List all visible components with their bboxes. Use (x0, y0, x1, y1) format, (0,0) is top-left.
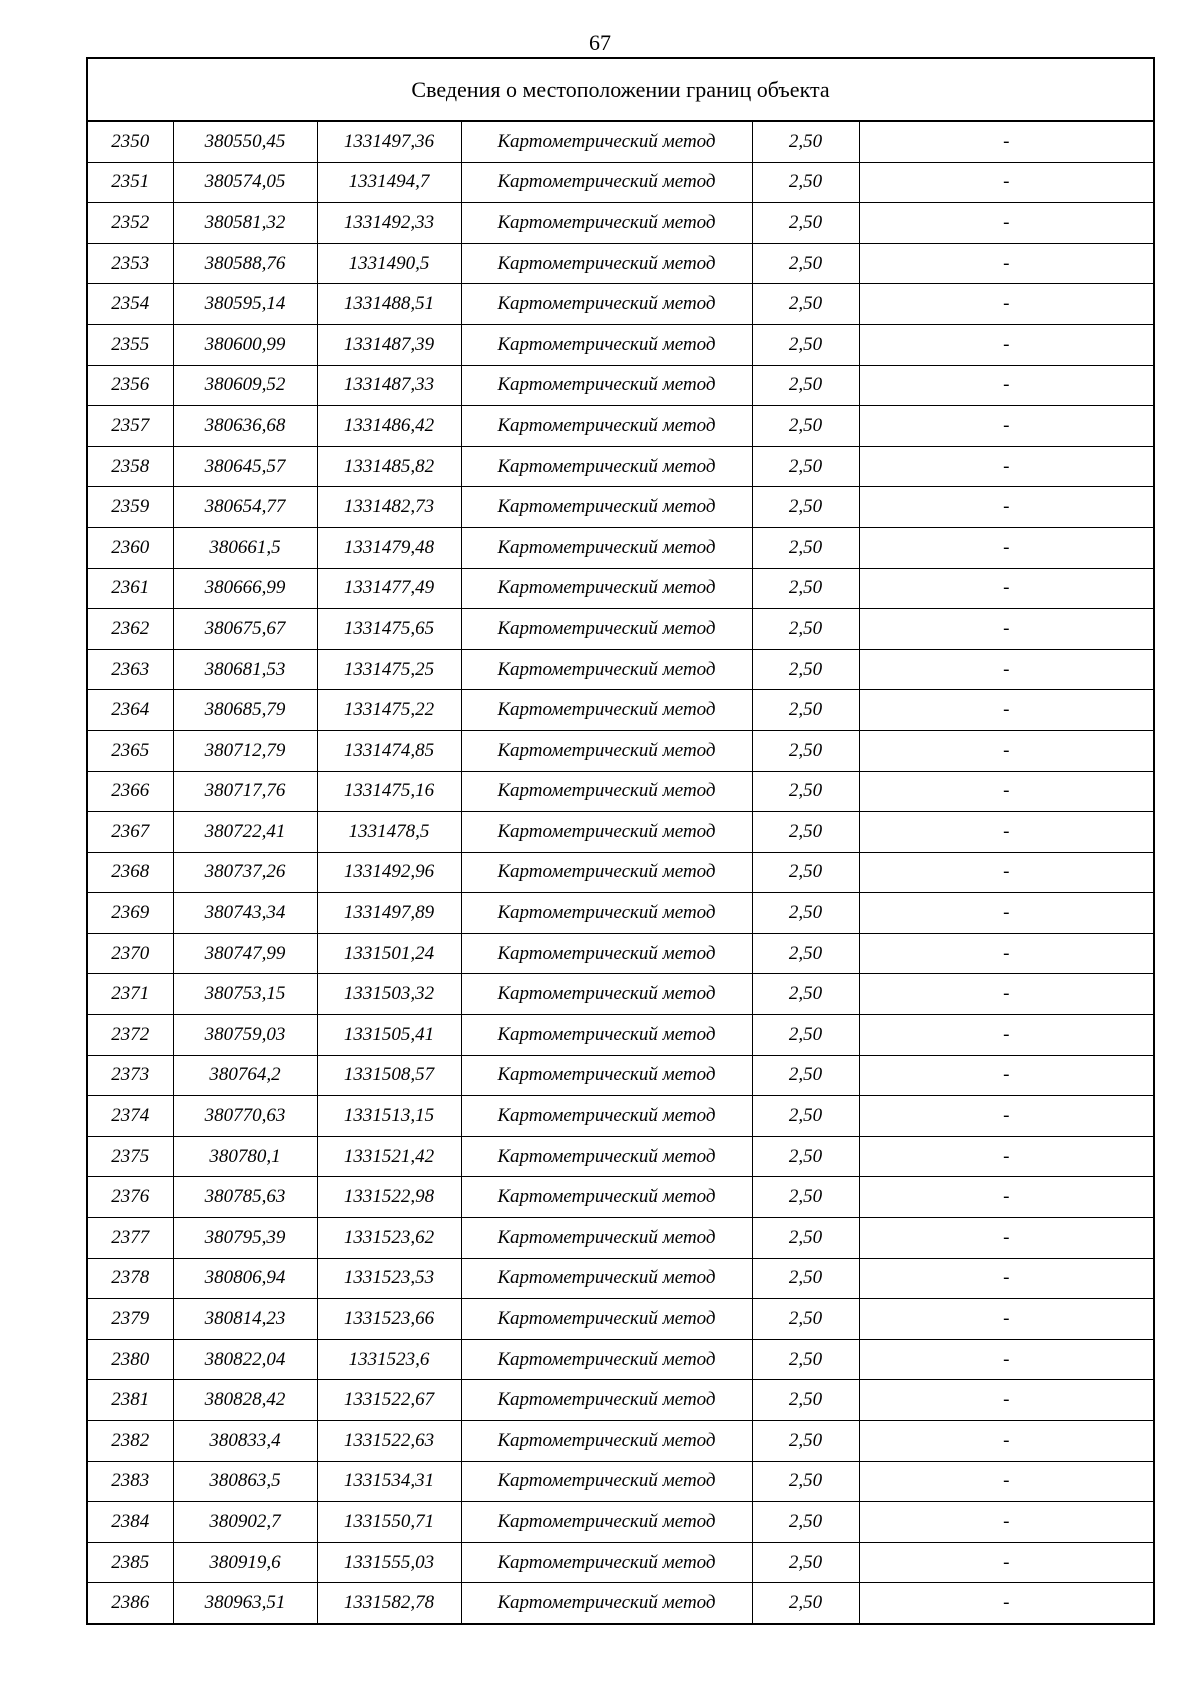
description-cell: - (859, 284, 1154, 325)
description-cell: - (859, 974, 1154, 1015)
table-row (87, 1583, 1154, 1624)
accuracy-cell: 2,50 (752, 1218, 859, 1259)
method-cell: Картометрический метод (461, 1583, 752, 1624)
point-number-cell: 2363 (87, 649, 173, 690)
description-cell: - (859, 324, 1154, 365)
point-number-cell: 2364 (87, 690, 173, 731)
description-cell: - (859, 933, 1154, 974)
description-cell: - (859, 487, 1154, 528)
description-cell: - (859, 1583, 1154, 1624)
y-coordinate-cell: 1331505,41 (317, 1015, 461, 1056)
description-cell: - (859, 730, 1154, 771)
table-row (87, 324, 1154, 365)
description-cell: - (859, 893, 1154, 934)
description-cell: - (859, 1542, 1154, 1583)
table-row (87, 609, 1154, 650)
method-cell: Картометрический метод (461, 609, 752, 650)
accuracy-cell: 2,50 (752, 1299, 859, 1340)
method-cell: Картометрический метод (461, 1258, 752, 1299)
y-coordinate-cell: 1331513,15 (317, 1096, 461, 1137)
boundary-coordinates-table (86, 57, 1155, 1625)
x-coordinate-cell: 380645,57 (173, 446, 317, 487)
point-number-cell: 2373 (87, 1055, 173, 1096)
method-cell: Картометрический метод (461, 527, 752, 568)
point-number-cell: 2351 (87, 162, 173, 203)
description-cell: - (859, 690, 1154, 731)
table-row (87, 933, 1154, 974)
method-cell: Картометрический метод (461, 1055, 752, 1096)
x-coordinate-cell: 380828,42 (173, 1380, 317, 1421)
accuracy-cell: 2,50 (752, 203, 859, 244)
accuracy-cell: 2,50 (752, 162, 859, 203)
accuracy-cell: 2,50 (752, 1015, 859, 1056)
x-coordinate-cell: 380753,15 (173, 974, 317, 1015)
table-row (87, 243, 1154, 284)
method-cell: Картометрический метод (461, 1015, 752, 1056)
table-row (87, 1502, 1154, 1543)
table-row (87, 1542, 1154, 1583)
method-cell: Картометрический метод (461, 893, 752, 934)
point-number-cell: 2358 (87, 446, 173, 487)
method-cell: Картометрический метод (461, 203, 752, 244)
accuracy-cell: 2,50 (752, 1177, 859, 1218)
method-cell: Картометрический метод (461, 284, 752, 325)
point-number-cell: 2385 (87, 1542, 173, 1583)
table-row (87, 162, 1154, 203)
accuracy-cell: 2,50 (752, 1096, 859, 1137)
y-coordinate-cell: 1331492,96 (317, 852, 461, 893)
x-coordinate-cell: 380722,41 (173, 812, 317, 853)
x-coordinate-cell: 380600,99 (173, 324, 317, 365)
accuracy-cell: 2,50 (752, 324, 859, 365)
x-coordinate-cell: 380814,23 (173, 1299, 317, 1340)
accuracy-cell: 2,50 (752, 1136, 859, 1177)
point-number-cell: 2356 (87, 365, 173, 406)
y-coordinate-cell: 1331482,73 (317, 487, 461, 528)
accuracy-cell: 2,50 (752, 974, 859, 1015)
x-coordinate-cell: 380806,94 (173, 1258, 317, 1299)
accuracy-cell: 2,50 (752, 812, 859, 853)
x-coordinate-cell: 380785,63 (173, 1177, 317, 1218)
accuracy-cell: 2,50 (752, 527, 859, 568)
table-row (87, 1136, 1154, 1177)
method-cell: Картометрический метод (461, 1218, 752, 1259)
table-row (87, 365, 1154, 406)
x-coordinate-cell: 380764,2 (173, 1055, 317, 1096)
description-cell: - (859, 1096, 1154, 1137)
point-number-cell: 2350 (87, 121, 173, 162)
method-cell: Картометрический метод (461, 162, 752, 203)
x-coordinate-cell: 380902,7 (173, 1502, 317, 1543)
method-cell: Картометрический метод (461, 1177, 752, 1218)
y-coordinate-cell: 1331521,42 (317, 1136, 461, 1177)
method-cell: Картометрический метод (461, 730, 752, 771)
description-cell: - (859, 243, 1154, 284)
accuracy-cell: 2,50 (752, 1583, 859, 1624)
x-coordinate-cell: 380661,5 (173, 527, 317, 568)
y-coordinate-cell: 1331522,67 (317, 1380, 461, 1421)
description-cell: - (859, 365, 1154, 406)
table-row (87, 527, 1154, 568)
y-coordinate-cell: 1331523,66 (317, 1299, 461, 1340)
point-number-cell: 2382 (87, 1421, 173, 1462)
description-cell: - (859, 609, 1154, 650)
y-coordinate-cell: 1331475,65 (317, 609, 461, 650)
page-number: 67 (589, 30, 611, 55)
table-row (87, 1177, 1154, 1218)
method-cell: Картометрический метод (461, 406, 752, 447)
x-coordinate-cell: 380675,67 (173, 609, 317, 650)
accuracy-cell: 2,50 (752, 1258, 859, 1299)
y-coordinate-cell: 1331485,82 (317, 446, 461, 487)
method-cell: Картометрический метод (461, 1502, 752, 1543)
table-row (87, 487, 1154, 528)
x-coordinate-cell: 380863,5 (173, 1461, 317, 1502)
x-coordinate-cell: 380574,05 (173, 162, 317, 203)
point-number-cell: 2352 (87, 203, 173, 244)
accuracy-cell: 2,50 (752, 1380, 859, 1421)
table-row (87, 1299, 1154, 1340)
point-number-cell: 2353 (87, 243, 173, 284)
accuracy-cell: 2,50 (752, 852, 859, 893)
y-coordinate-cell: 1331494,7 (317, 162, 461, 203)
table-row (87, 1258, 1154, 1299)
y-coordinate-cell: 1331477,49 (317, 568, 461, 609)
accuracy-cell: 2,50 (752, 1461, 859, 1502)
point-number-cell: 2386 (87, 1583, 173, 1624)
description-cell: - (859, 203, 1154, 244)
point-number-cell: 2375 (87, 1136, 173, 1177)
table-row (87, 690, 1154, 731)
method-cell: Картометрический метод (461, 121, 752, 162)
x-coordinate-cell: 380833,4 (173, 1421, 317, 1462)
description-cell: - (859, 1502, 1154, 1543)
y-coordinate-cell: 1331490,5 (317, 243, 461, 284)
description-cell: - (859, 1339, 1154, 1380)
description-cell: - (859, 568, 1154, 609)
method-cell: Картометрический метод (461, 1136, 752, 1177)
accuracy-cell: 2,50 (752, 609, 859, 650)
x-coordinate-cell: 380581,32 (173, 203, 317, 244)
y-coordinate-cell: 1331486,42 (317, 406, 461, 447)
accuracy-cell: 2,50 (752, 1339, 859, 1380)
point-number-cell: 2378 (87, 1258, 173, 1299)
y-coordinate-cell: 1331555,03 (317, 1542, 461, 1583)
method-cell: Картометрический метод (461, 243, 752, 284)
description-cell: - (859, 527, 1154, 568)
y-coordinate-cell: 1331534,31 (317, 1461, 461, 1502)
table-row (87, 568, 1154, 609)
x-coordinate-cell: 380712,79 (173, 730, 317, 771)
table-row (87, 893, 1154, 934)
method-cell: Картометрический метод (461, 1299, 752, 1340)
method-cell: Картометрический метод (461, 852, 752, 893)
description-cell: - (859, 1218, 1154, 1259)
method-cell: Картометрический метод (461, 649, 752, 690)
point-number-cell: 2362 (87, 609, 173, 650)
y-coordinate-cell: 1331497,89 (317, 893, 461, 934)
method-cell: Картометрический метод (461, 1380, 752, 1421)
description-cell: - (859, 1380, 1154, 1421)
point-number-cell: 2365 (87, 730, 173, 771)
method-cell: Картометрический метод (461, 933, 752, 974)
y-coordinate-cell: 1331523,6 (317, 1339, 461, 1380)
y-coordinate-cell: 1331497,36 (317, 121, 461, 162)
x-coordinate-cell: 380685,79 (173, 690, 317, 731)
point-number-cell: 2357 (87, 406, 173, 447)
method-cell: Картометрический метод (461, 1096, 752, 1137)
point-number-cell: 2361 (87, 568, 173, 609)
y-coordinate-cell: 1331492,33 (317, 203, 461, 244)
table-row (87, 1015, 1154, 1056)
table-row (87, 1218, 1154, 1259)
description-cell: - (859, 771, 1154, 812)
point-number-cell: 2379 (87, 1299, 173, 1340)
x-coordinate-cell: 380780,1 (173, 1136, 317, 1177)
accuracy-cell: 2,50 (752, 1055, 859, 1096)
table-row (87, 203, 1154, 244)
y-coordinate-cell: 1331475,25 (317, 649, 461, 690)
accuracy-cell: 2,50 (752, 771, 859, 812)
x-coordinate-cell: 380636,68 (173, 406, 317, 447)
method-cell: Картометрический метод (461, 365, 752, 406)
accuracy-cell: 2,50 (752, 365, 859, 406)
y-coordinate-cell: 1331503,32 (317, 974, 461, 1015)
point-number-cell: 2374 (87, 1096, 173, 1137)
description-cell: - (859, 1299, 1154, 1340)
point-number-cell: 2383 (87, 1461, 173, 1502)
table-row (87, 446, 1154, 487)
y-coordinate-cell: 1331582,78 (317, 1583, 461, 1624)
point-number-cell: 2380 (87, 1339, 173, 1380)
point-number-cell: 2371 (87, 974, 173, 1015)
x-coordinate-cell: 380743,34 (173, 893, 317, 934)
accuracy-cell: 2,50 (752, 933, 859, 974)
y-coordinate-cell: 1331475,22 (317, 690, 461, 731)
y-coordinate-cell: 1331550,71 (317, 1502, 461, 1543)
description-cell: - (859, 1177, 1154, 1218)
y-coordinate-cell: 1331474,85 (317, 730, 461, 771)
point-number-cell: 2372 (87, 1015, 173, 1056)
description-cell: - (859, 852, 1154, 893)
table-row (87, 1380, 1154, 1421)
method-cell: Картометрический метод (461, 487, 752, 528)
x-coordinate-cell: 380681,53 (173, 649, 317, 690)
y-coordinate-cell: 1331501,24 (317, 933, 461, 974)
table-row (87, 812, 1154, 853)
x-coordinate-cell: 380737,26 (173, 852, 317, 893)
x-coordinate-cell: 380759,03 (173, 1015, 317, 1056)
accuracy-cell: 2,50 (752, 487, 859, 528)
table-row (87, 284, 1154, 325)
method-cell: Картометрический метод (461, 771, 752, 812)
y-coordinate-cell: 1331522,63 (317, 1421, 461, 1462)
method-cell: Картометрический метод (461, 812, 752, 853)
x-coordinate-cell: 380595,14 (173, 284, 317, 325)
y-coordinate-cell: 1331523,62 (317, 1218, 461, 1259)
table-row (87, 1421, 1154, 1462)
x-coordinate-cell: 380609,52 (173, 365, 317, 406)
point-number-cell: 2384 (87, 1502, 173, 1543)
x-coordinate-cell: 380795,39 (173, 1218, 317, 1259)
method-cell: Картометрический метод (461, 1339, 752, 1380)
method-cell: Картометрический метод (461, 568, 752, 609)
table-row (87, 406, 1154, 447)
accuracy-cell: 2,50 (752, 649, 859, 690)
x-coordinate-cell: 380770,63 (173, 1096, 317, 1137)
description-cell: - (859, 121, 1154, 162)
description-cell: - (859, 446, 1154, 487)
point-number-cell: 2369 (87, 893, 173, 934)
accuracy-cell: 2,50 (752, 568, 859, 609)
y-coordinate-cell: 1331475,16 (317, 771, 461, 812)
accuracy-cell: 2,50 (752, 1542, 859, 1583)
table-row (87, 852, 1154, 893)
y-coordinate-cell: 1331508,57 (317, 1055, 461, 1096)
description-cell: - (859, 1421, 1154, 1462)
y-coordinate-cell: 1331488,51 (317, 284, 461, 325)
point-number-cell: 2360 (87, 527, 173, 568)
x-coordinate-cell: 380654,77 (173, 487, 317, 528)
point-number-cell: 2376 (87, 1177, 173, 1218)
point-number-cell: 2355 (87, 324, 173, 365)
point-number-cell: 2367 (87, 812, 173, 853)
point-number-cell: 2366 (87, 771, 173, 812)
table-row (87, 1339, 1154, 1380)
accuracy-cell: 2,50 (752, 121, 859, 162)
x-coordinate-cell: 380747,99 (173, 933, 317, 974)
accuracy-cell: 2,50 (752, 406, 859, 447)
description-cell: - (859, 162, 1154, 203)
table-row (87, 1055, 1154, 1096)
table-row (87, 121, 1154, 162)
point-number-cell: 2370 (87, 933, 173, 974)
x-coordinate-cell: 380588,76 (173, 243, 317, 284)
x-coordinate-cell: 380919,6 (173, 1542, 317, 1583)
x-coordinate-cell: 380717,76 (173, 771, 317, 812)
y-coordinate-cell: 1331479,48 (317, 527, 461, 568)
x-coordinate-cell: 380550,45 (173, 121, 317, 162)
accuracy-cell: 2,50 (752, 1421, 859, 1462)
table-body (87, 121, 1154, 1624)
method-cell: Картометрический метод (461, 690, 752, 731)
accuracy-cell: 2,50 (752, 690, 859, 731)
description-cell: - (859, 1136, 1154, 1177)
table-title: Сведения о местоположении границ объекта (87, 58, 1154, 121)
x-coordinate-cell: 380666,99 (173, 568, 317, 609)
x-coordinate-cell: 380963,51 (173, 1583, 317, 1624)
description-cell: - (859, 1055, 1154, 1096)
y-coordinate-cell: 1331478,5 (317, 812, 461, 853)
description-cell: - (859, 812, 1154, 853)
description-cell: - (859, 1258, 1154, 1299)
point-number-cell: 2377 (87, 1218, 173, 1259)
point-number-cell: 2368 (87, 852, 173, 893)
description-cell: - (859, 406, 1154, 447)
table-row (87, 730, 1154, 771)
description-cell: - (859, 1461, 1154, 1502)
y-coordinate-cell: 1331523,53 (317, 1258, 461, 1299)
description-cell: - (859, 1015, 1154, 1056)
method-cell: Картометрический метод (461, 974, 752, 1015)
y-coordinate-cell: 1331487,39 (317, 324, 461, 365)
table-row (87, 771, 1154, 812)
method-cell: Картометрический метод (461, 324, 752, 365)
method-cell: Картометрический метод (461, 1542, 752, 1583)
accuracy-cell: 2,50 (752, 243, 859, 284)
accuracy-cell: 2,50 (752, 284, 859, 325)
accuracy-cell: 2,50 (752, 730, 859, 771)
accuracy-cell: 2,50 (752, 893, 859, 934)
y-coordinate-cell: 1331487,33 (317, 365, 461, 406)
description-cell: - (859, 649, 1154, 690)
table-header-row (87, 58, 1154, 121)
point-number-cell: 2354 (87, 284, 173, 325)
point-number-cell: 2359 (87, 487, 173, 528)
accuracy-cell: 2,50 (752, 446, 859, 487)
method-cell: Картометрический метод (461, 446, 752, 487)
accuracy-cell: 2,50 (752, 1502, 859, 1543)
table-row (87, 974, 1154, 1015)
method-cell: Картометрический метод (461, 1461, 752, 1502)
table-row (87, 1461, 1154, 1502)
y-coordinate-cell: 1331522,98 (317, 1177, 461, 1218)
point-number-cell: 2381 (87, 1380, 173, 1421)
method-cell: Картометрический метод (461, 1421, 752, 1462)
x-coordinate-cell: 380822,04 (173, 1339, 317, 1380)
table-row (87, 649, 1154, 690)
table-row (87, 1096, 1154, 1137)
